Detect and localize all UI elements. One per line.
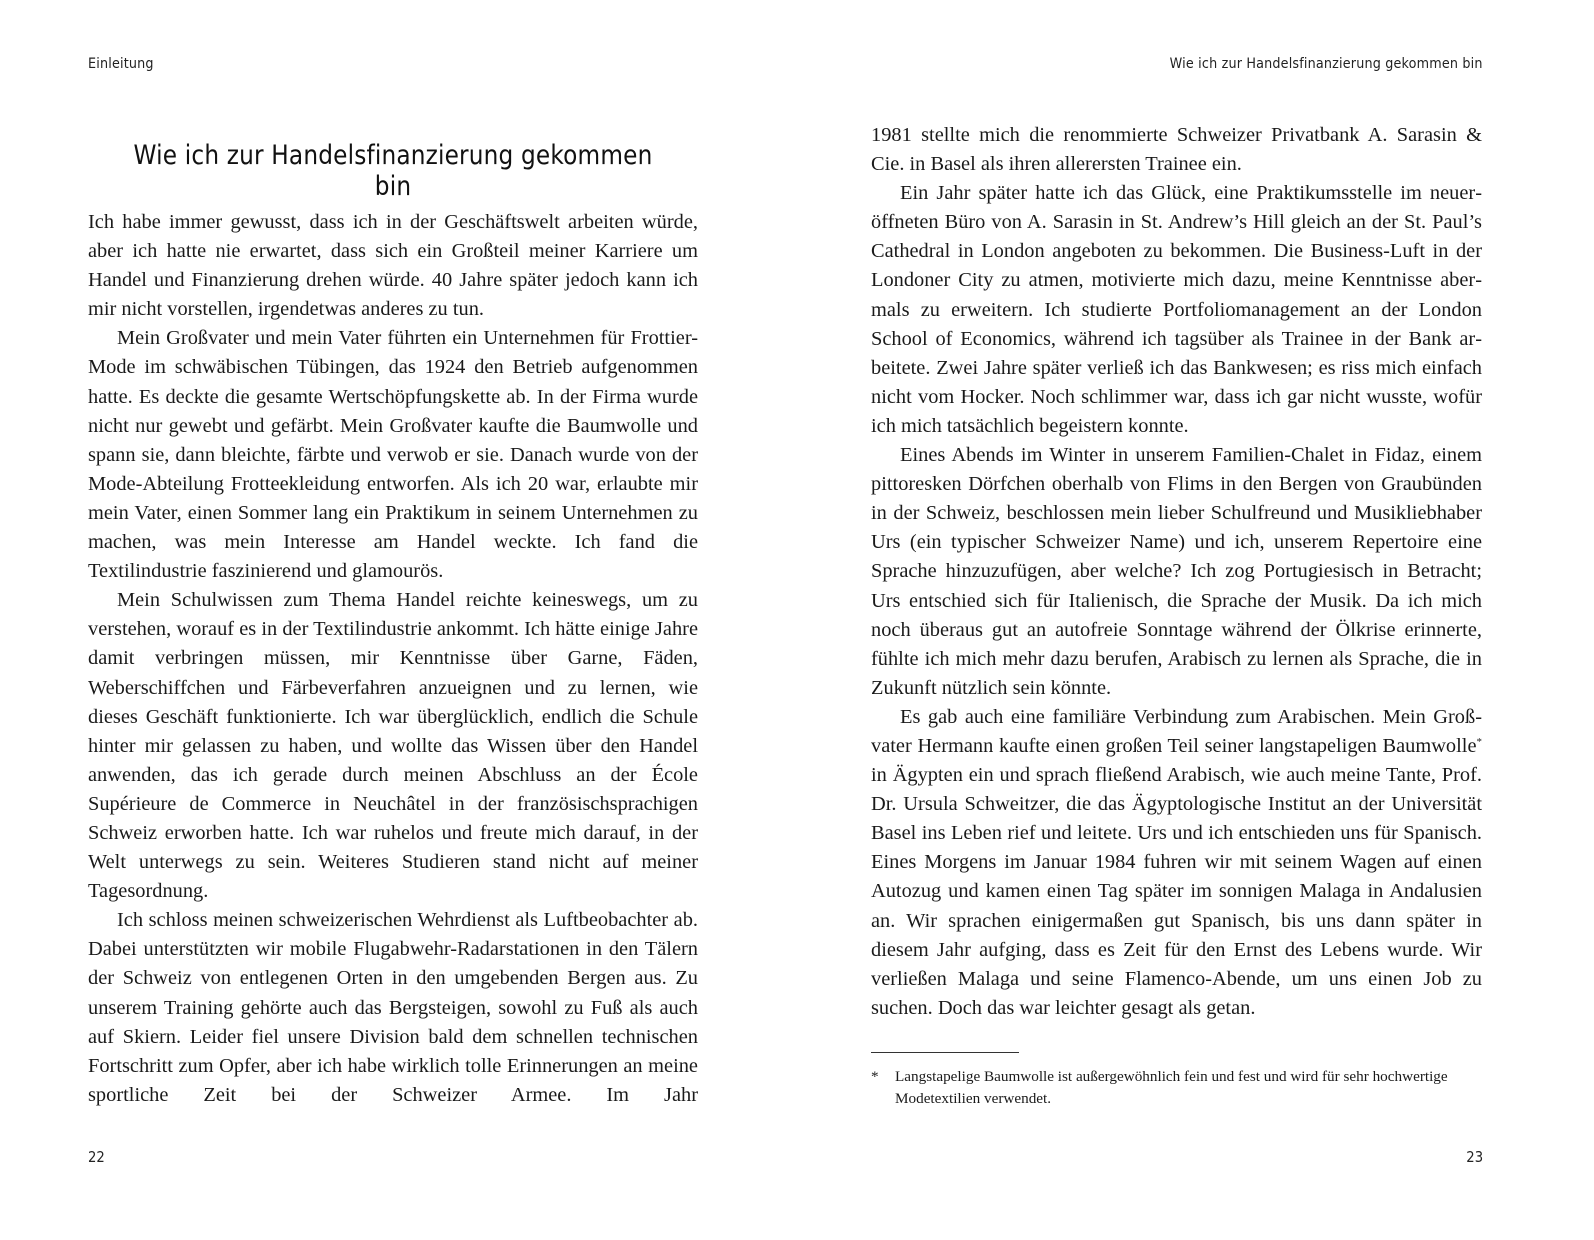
running-head-right: Wie ich zur Handelsfinanzierung gekommen bin bbox=[1170, 56, 1483, 72]
paragraph: Eines Abends im Winter in unserem Familien-Chalet in Fidaz, einem pittoresken Dörfchen oberhalb von Flims in den Bergen von Graubünden in der Schweiz, beschlossen mein lieber Schulfreund und Musikliebhaber Urs (ein typischer Schweizer Name) und ich, unserem Repertoire eine Sprache hinzuzufügen, aber welche? Ich zog Portugiesisch in Betracht; Urs entschied sich für Italienisch, die Sprache der Musik. Da ich mich noch überaus gut an autofreie Sonntage während der Ölkrise erinnerte, fühlte ich mich mehr dazu berufen, Arabisch zu lernen als Sprache, die in Zukunft nützlich sein könnte. bbox=[871, 444, 1482, 699]
footnote-reference[interactable]: * bbox=[1476, 735, 1482, 748]
paragraph: Ein Jahr später hatte ich das Glück, eine Praktikumsstelle im neueröffneten Büro von A. Sarasin in St. Andrew’s Hill gleich an der St. Paul’s Cathedral in London angeboten zu bekommen. Die Business-Luft in der Londoner City zu atmen, motivierte mich dazu, meine Kenntnisse abermals zu erweitern. Ich studierte Portfoliomanagement an der London School of Economics, während ich tagsüber als Trainee in der Bank arbeitete. Zwei Jahre später verließ ich das Bankwesen; es riss mich einfach nicht vom Hocker. Noch schlimmer war, dass ich gar nicht wusste, wofür ich mich tatsächlich begeistern konnte. bbox=[871, 182, 1482, 437]
footnote bbox=[871, 1066, 1482, 1110]
footnote-mark: * bbox=[871, 1068, 879, 1085]
page-number-right: 23 bbox=[1466, 1148, 1483, 1166]
left-body-text bbox=[88, 208, 698, 1110]
footnote-text: Langstapelige Baumwolle ist außergewöhnlich fein und fest und wird für sehr hochwertige Modetextilien verwendet. bbox=[895, 1068, 1448, 1107]
paragraph: 1981 stellte mich die renommierte Schweizer Privatbank A. Sarasin & Cie. in Basel als ihren allerersten Trainee ein. bbox=[871, 124, 1482, 176]
chapter-title: Wie ich zur Handelsfinanzierung gekommen bin bbox=[133, 140, 653, 202]
paragraph: Ich habe immer gewusst, dass ich in der Geschäftswelt arbeiten würde, aber ich hatte nie erwartet, dass sich ein Großteil meiner Karriere um Handel und Finanzierung drehen würde. 40 Jahre später jedoch kann ich mir nicht vorstellen, irgendetwas anderes zu tun. bbox=[88, 211, 698, 321]
paragraph-text: Es gab auch eine familiäre Verbindung zum Arabischen. Mein Großvater Hermann kaufte einen großen Teil seiner langstapeligen Baumwolle bbox=[871, 705, 1482, 757]
paragraph: Ich schloss meinen schweizerischen Wehrdienst als Luftbeobachter ab. Dabei unterstützten wir mobile Flugabwehr-Radarstationen in den Tälern der Schweiz von entlegenen Orten in den umgebenden Bergen aus. Zu unserem Training gehörte auch das Bergsteigen, sowohl zu Fuß als auch auf Skiern. Leider fiel unsere Division bald dem schnellen technischen Fortschritt zum Opfer, aber ich habe wirklich tolle Erinnerungen an meine sportliche Zeit bei der Schweizer Armee. Im Jahr bbox=[88, 909, 698, 1106]
paragraph bbox=[871, 703, 1482, 1023]
running-head-left: Einleitung bbox=[88, 56, 154, 72]
page-number-left: 22 bbox=[88, 1148, 105, 1166]
right-body-text bbox=[871, 121, 1482, 1023]
paragraph-text: in Ägypten ein und sprach fließend Arabisch, wie auch meine Tante, Prof. Dr. Ursula Schweitzer, die das Ägyptologische Institut an der Universität Basel ins Leben rief und leitete. Urs und ich entschieden uns für Spanisch. Eines Morgens im Januar 1984 fuhren wir mit seinem Wagen auf einen Autozug und kamen einen Tag später im sonnigen Malaga in Andalusien an. Wir sprachen einigermaßen gut Spanisch, bis uns dann später in diesem Jahr aufging, dass es Zeit für den Ernst des Lebens wurde. Wir verließen Malaga und seine Flamenco-Abende, um uns einen Job zu suchen. Doch das war leichter gesagt als getan. bbox=[871, 764, 1482, 1019]
footnote-divider bbox=[871, 1052, 1019, 1053]
paragraph: Mein Schulwissen zum Thema Handel reichte keineswegs, um zu verstehen, worauf es in der Textilindustrie ankommt. Ich hätte einige Jahre damit verbringen müssen, mir Kenntnisse über Garne, Fäden, Weberschiffchen und Färbeverfahren anzueignen und zu lernen, wie dieses Geschäft funktionierte. Ich war überglücklich, endlich die Schule hinter mir gelassen zu haben, und wollte das Wissen über den Handel anwenden, das ich gerade durch meinen Abschluss an der École Supérieure de Commerce in Neuchâtel in der französischsprachigen Schweiz erworben hatte. Ich war ruhelos und freute mich darauf, in der Welt unterwegs zu sein. Weiteres Studieren stand nicht auf meiner Tagesordnung. bbox=[88, 589, 698, 903]
paragraph: Mein Großvater und mein Vater führten ein Unternehmen für Frottier-Mode im schwäbischen Tübingen, das 1924 den Betrieb aufgenommen hatte. Es deckte die gesamte Wertschöpfungskette ab. In der Firma wurde nicht nur gewebt und gefärbt. Mein Großvater kaufte die Baumwolle und spann sie, dann bleichte, färbte und verwob er sie. Danach wurde von der Mode-Abteilung Frotteekleidung entworfen. Als ich 20 war, erlaubte mir mein Vater, einen Sommer lang ein Praktikum in seinem Unternehmen zu machen, was mein Interesse am Handel weckte. Ich fand die Textilindustrie faszinierend und glamourös. bbox=[88, 327, 698, 583]
